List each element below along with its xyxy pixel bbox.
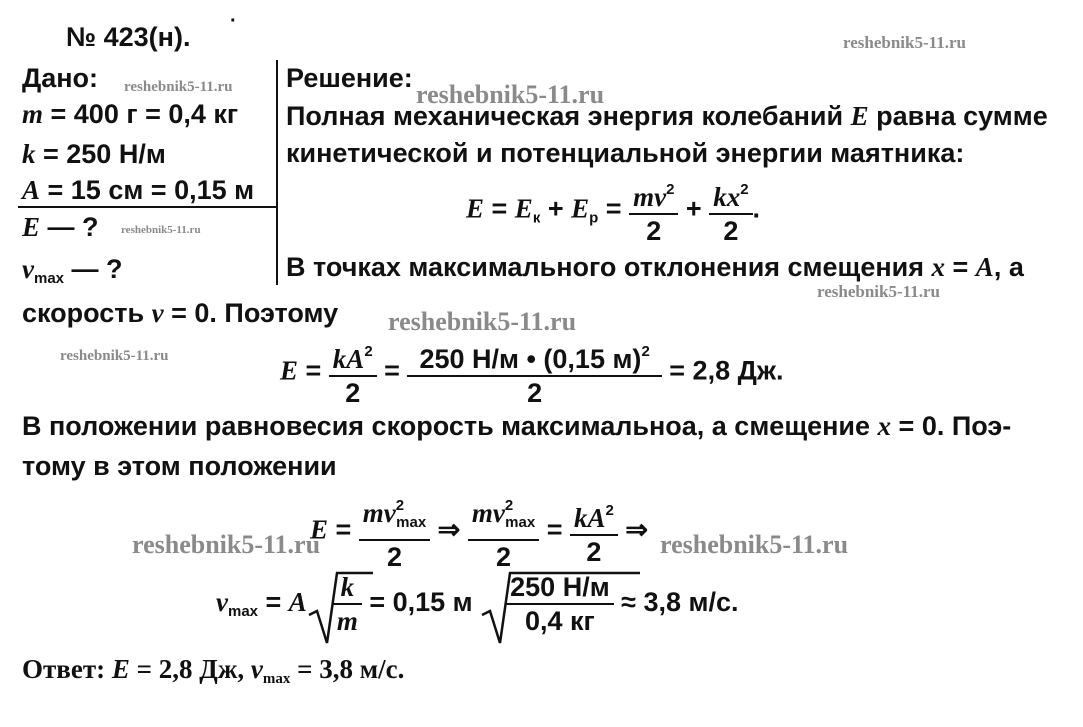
given-stiffness: k = 250 Н/м <box>22 139 166 169</box>
energy-value-formula: E = $\frac{kA^2}{2}$ = $\frac{250 Н/м • (0,15 м)^2}{2}$ = 2,8 Дж. <box>280 336 783 409</box>
sqrt-sign: $\frac{k}{m}$ <box>307 571 362 637</box>
answer-line: Ответ: E = 2,8 Дж, $v_{max} = 3,8$ м/с. <box>22 654 405 687</box>
watermark: reshebnik5-11.ru <box>843 33 966 52</box>
solution-text-line: скорость v = 0. Поэтому <box>22 298 339 328</box>
watermark: reshebnik5-11.ru <box>388 307 577 336</box>
solution-text-line: В положении равновесия скорость максимальноа, а смещение x = 0. Поэ- <box>22 411 1012 441</box>
energy-formula: $E = E_к + E_р$ = $\frac{mv^2}{2}$ + $\frac{kx^2}{2}$ . <box>466 174 760 247</box>
sqrt-sign: $\frac{250 Н/м}{0,4 кг}$ <box>480 571 614 637</box>
find-energy: E — ? <box>22 212 99 242</box>
equilibrium-formula: E = $\frac{mv^2_{max}}{2}$ ⇒ $\frac{mv^2_{max}}{2}$ = $\frac{kA^2}{2}$ ⇒ <box>310 490 648 573</box>
given-title: Дано: <box>22 63 99 93</box>
stray-dot: · <box>230 10 237 32</box>
solution-text-line: В точках максимального отклонения смещения x = A, а <box>286 252 1024 282</box>
find-vmax: $v_{max}$ — ? <box>22 254 123 287</box>
given-mass: m = 400 г = 0,4 кг <box>22 99 239 129</box>
given-vertical-divider <box>276 60 278 285</box>
given-amplitude: A = 15 см = 0,15 м <box>22 175 255 205</box>
solution-text-line: Полная механическая энергия колебаний E равна сумме <box>286 101 1048 131</box>
vmax-formula: $v_{max} = A$ $\frac{k}{m}$ = 0,15 м $\frac{250 Н/м}{0,4 кг}$ ≈ 3,8 м/с. <box>216 571 739 637</box>
watermark: reshebnik5-11.ru <box>60 348 169 364</box>
watermark: reshebnik5-11.ru <box>817 282 940 301</box>
solution-text-line: кинетической и потенциальной энергии маятника: <box>286 138 965 168</box>
given-divider <box>18 206 277 208</box>
watermark: reshebnik5-11.ru <box>660 530 849 559</box>
solution-text-line: тому в этом положении <box>22 451 337 481</box>
watermark: reshebnik5-11.ru <box>416 80 605 109</box>
problem-number: № 423(н). <box>66 22 191 52</box>
watermark: reshebnik5-11.ru <box>121 224 201 236</box>
watermark: reshebnik5-11.ru <box>132 530 321 559</box>
watermark: reshebnik5-11.ru <box>124 79 233 95</box>
solution-title: Решение: <box>286 63 413 93</box>
